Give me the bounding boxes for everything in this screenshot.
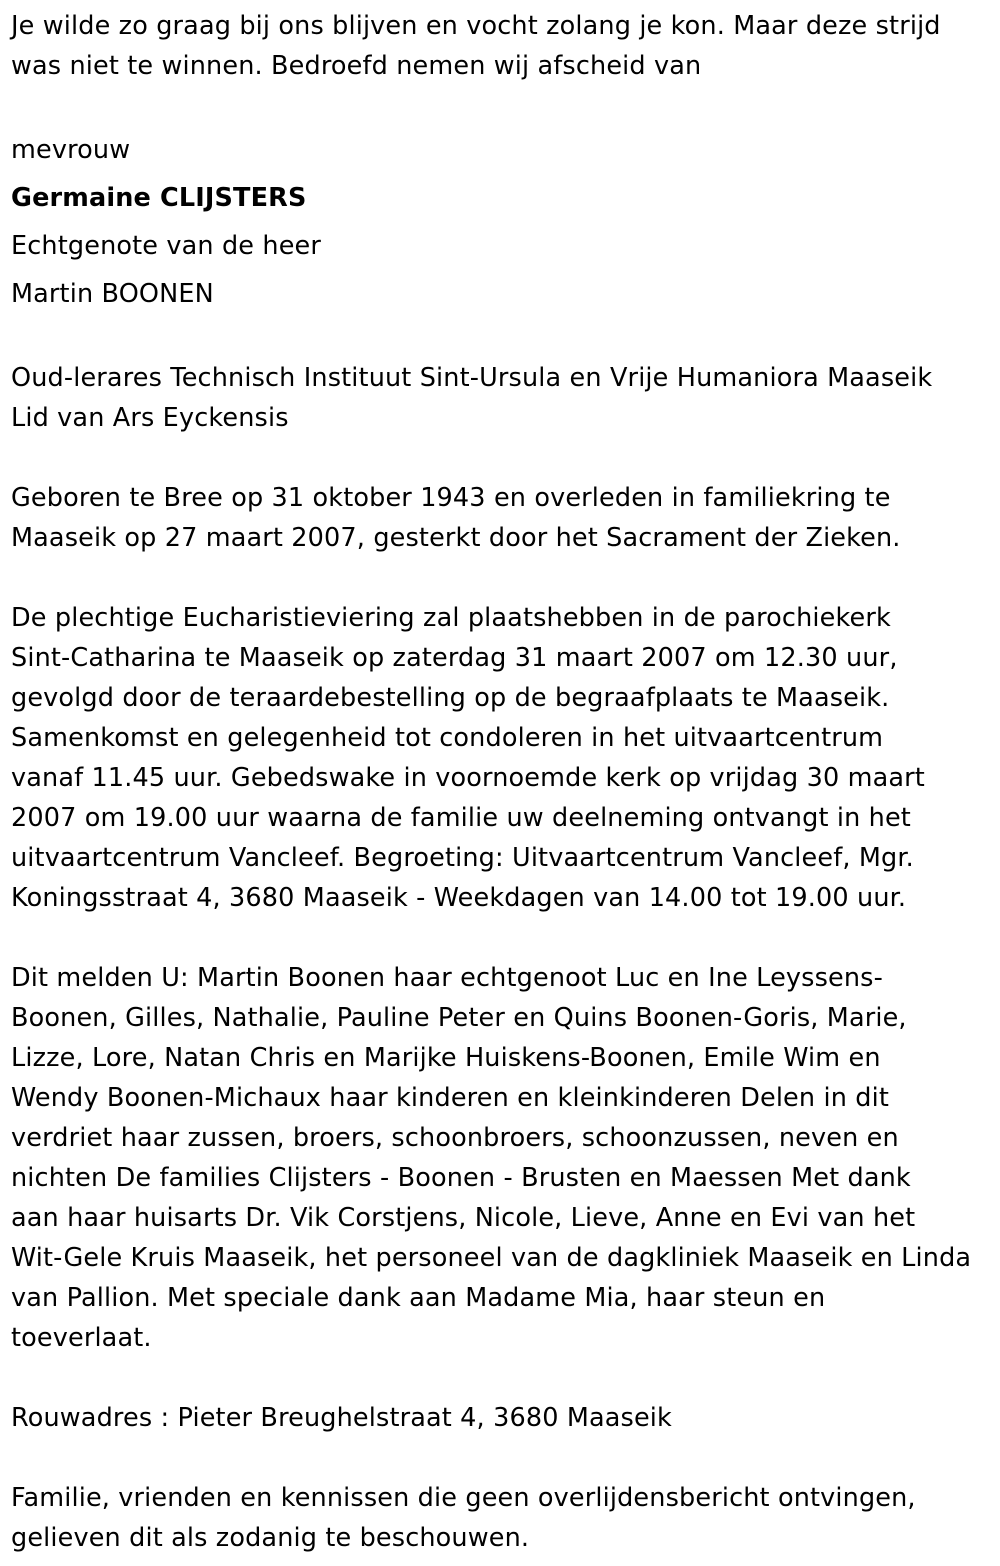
text-line: Wendy Boonen-Michaux haar kinderen en kleinkinderen Delen in dit	[11, 1083, 889, 1113]
text-line: gelieven dit als zodanig te beschouwen.	[11, 1523, 530, 1553]
text-line: was niet te winnen. Bedroefd nemen wij afscheid van	[11, 51, 702, 81]
paragraph-gap	[11, 438, 991, 478]
text-line: Koningsstraat 4, 3680 Maaseik - Weekdagen van 14.00 tot 19.00 uur.	[11, 883, 907, 913]
intro-paragraph	[11, 6, 991, 86]
text-line: Wit-Gele Kruis Maaseik, het personeel van de dagkliniek Maaseik en Linda	[11, 1243, 972, 1273]
address-paragraph	[11, 1398, 991, 1438]
text-line: Lizze, Lore, Natan Chris en Marijke Huiskens-Boonen, Emile Wim en	[11, 1043, 881, 1073]
paragraph-gap	[11, 318, 991, 358]
closing-paragraph	[11, 1478, 991, 1558]
text-line: toeverlaat.	[11, 1323, 152, 1353]
deceased-block	[11, 126, 991, 318]
text-line: Je wilde zo graag bij ons blijven en vocht zolang je kon. Maar deze strijd	[11, 11, 941, 41]
birth-death-paragraph	[11, 478, 991, 558]
paragraph-gap	[11, 1438, 991, 1478]
mourning-address: Rouwadres : Pieter Breughelstraat 4, 3680 Maaseik	[11, 1403, 672, 1433]
text-line: Samenkomst en gelegenheid tot condoleren in het uitvaartcentrum	[11, 723, 884, 753]
text-line: Oud-lerares Technisch Instituut Sint-Ursula en Vrije Humaniora Maaseik	[11, 363, 933, 393]
text-line: uitvaartcentrum Vancleef. Begroeting: Uitvaartcentrum Vancleef, Mgr.	[11, 843, 914, 873]
deceased-name: Germaine CLIJSTERS	[11, 183, 307, 213]
obituary-document	[11, 6, 991, 1558]
text-line: van Pallion. Met speciale dank aan Madame Mia, haar steun en	[11, 1283, 826, 1313]
text-line: Sint-Catharina te Maaseik op zaterdag 31 maart 2007 om 12.30 uur,	[11, 643, 898, 673]
spouse-prefix: Echtgenote van de heer	[11, 231, 322, 261]
roles-paragraph	[11, 358, 991, 438]
text-line: Maaseik op 27 maart 2007, gesterkt door het Sacrament der Zieken.	[11, 523, 901, 553]
paragraph-gap	[11, 1358, 991, 1398]
text-line: 2007 om 19.00 uur waarna de familie uw deelneming ontvangt in het	[11, 803, 911, 833]
text-line: nichten De families Clijsters - Boonen - Brusten en Maessen Met dank	[11, 1163, 911, 1193]
text-line: vanaf 11.45 uur. Gebedswake in voornoemde kerk op vrijdag 30 maart	[11, 763, 925, 793]
paragraph-gap	[11, 918, 991, 958]
text-line: Lid van Ars Eyckensis	[11, 403, 289, 433]
paragraph-gap	[11, 558, 991, 598]
spouse-name: Martin BOONEN	[11, 279, 214, 309]
text-line: Boonen, Gilles, Nathalie, Pauline Peter en Quins Boonen-Goris, Marie,	[11, 1003, 907, 1033]
text-line: verdriet haar zussen, broers, schoonbroers, schoonzussen, neven en	[11, 1123, 899, 1153]
text-line: gevolgd door de teraardebestelling op de begraafplaats te Maaseik.	[11, 683, 890, 713]
text-line: De plechtige Eucharistieviering zal plaatshebben in de parochiekerk	[11, 603, 891, 633]
announcers-paragraph	[11, 958, 991, 1358]
ceremony-paragraph	[11, 598, 991, 918]
text-line: Geboren te Bree op 31 oktober 1943 en overleden in familiekring te	[11, 483, 891, 513]
text-line: Familie, vrienden en kennissen die geen overlijdensbericht ontvingen,	[11, 1483, 916, 1513]
text-line: aan haar huisarts Dr. Vik Corstjens, Nicole, Lieve, Anne en Evi van het	[11, 1203, 916, 1233]
salutation: mevrouw	[11, 135, 131, 165]
text-line: Dit melden U: Martin Boonen haar echtgenoot Luc en Ine Leyssens-	[11, 963, 883, 993]
paragraph-gap	[11, 86, 991, 126]
